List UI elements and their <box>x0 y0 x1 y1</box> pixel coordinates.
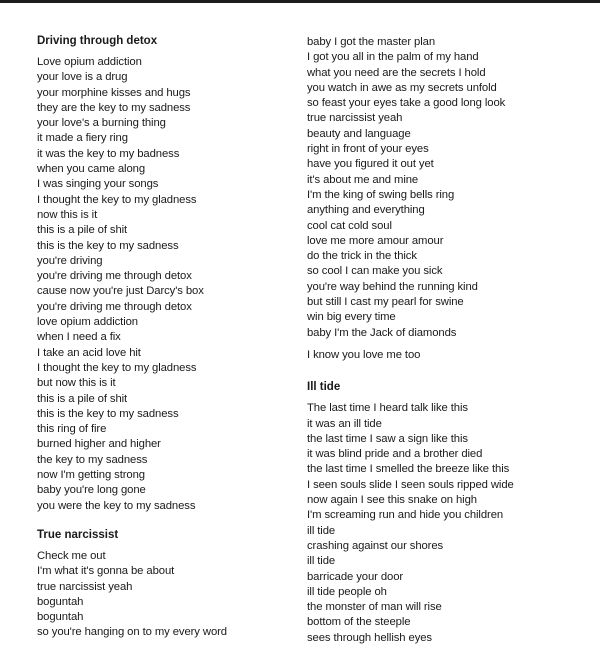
lyric-line: baby you're long gone <box>37 484 146 497</box>
left-column <box>37 34 295 641</box>
lyric-line: the last time I smelled the breeze like this <box>307 463 510 476</box>
lyric-line: anything and everything <box>307 204 425 217</box>
song-title: Ill tide <box>307 381 341 394</box>
song-ill-tide <box>307 380 597 646</box>
lyric-line: right in front of your eyes <box>307 143 429 156</box>
lyric-line: I thought the key to my gladness <box>37 361 197 374</box>
lyric-line: sees through hellish eyes <box>307 631 432 644</box>
lyric-line: the monster of man will rise <box>307 601 442 614</box>
lyric-line: true narcissist yeah <box>307 112 403 125</box>
lyric-line: it was the key to my badness <box>37 147 180 160</box>
lyric-line: you're driving me through detox <box>37 300 192 313</box>
lyric-line: so feast your eyes take a good long look <box>307 97 506 110</box>
lyric-line: your love is a drug <box>37 71 128 84</box>
lyric-line: burned higher and higher <box>37 438 161 451</box>
lyrics-block <box>307 401 597 646</box>
lyric-line: the last time I saw a sign like this <box>307 432 468 445</box>
lyric-line: your morphine kisses and hugs <box>37 86 191 99</box>
lyric-line: bottom of the steeple <box>307 616 411 629</box>
lyric-line: The last time I heard talk like this <box>307 402 468 415</box>
lyric-line: the key to my sadness <box>37 453 148 466</box>
lyric-line: this ring of fire <box>37 423 107 436</box>
lyric-line: I'm the king of swing bells ring <box>307 188 455 201</box>
lyric-line: I'm screaming run and hide you children <box>307 509 504 522</box>
song-driving-through-detox <box>37 34 295 514</box>
lyric-line: it made a fiery ring <box>37 132 128 145</box>
lyric-line: so you're hanging on to my every word <box>37 626 227 639</box>
lyric-line: they are the key to my sadness <box>37 101 191 114</box>
lyric-line: it was blind pride and a brother died <box>307 448 483 461</box>
lyrics-block <box>307 348 597 363</box>
lyric-line: I'm what it's gonna be about <box>37 565 175 578</box>
lyric-line: Check me out <box>37 549 106 562</box>
lyric-line: ill tide <box>307 524 336 537</box>
lyric-line: crashing against our shores <box>307 539 444 552</box>
lyric-line: win big every time <box>307 311 396 324</box>
lyric-line: now again I see this snake on high <box>307 494 477 507</box>
lyric-line: I thought the key to my gladness <box>37 193 197 206</box>
lyric-line: love me more amour amour <box>307 234 444 247</box>
lyric-line: ill tide people oh <box>307 585 387 598</box>
lyric-line: it's about me and mine <box>307 173 419 186</box>
lyric-line: ill tide <box>307 555 336 568</box>
lyric-line: you're driving <box>37 254 103 267</box>
lyric-line: cause now you're just Darcy's box <box>37 285 204 298</box>
stanza-gap <box>307 341 597 348</box>
lyric-line: when I need a fix <box>37 331 121 344</box>
lyric-line: Love opium addiction <box>37 56 142 68</box>
song-true-narcissist <box>37 528 295 641</box>
lyric-line: baby I got the master plan <box>307 36 436 48</box>
lyric-line: I take an acid love hit <box>37 346 141 359</box>
lyric-line: so cool I can make you sick <box>307 265 443 278</box>
lyric-line: I know you love me too <box>307 348 421 361</box>
song-title: Driving through detox <box>37 35 158 47</box>
lyric-line: I got you all in the palm of my hand <box>307 51 479 64</box>
lyric-line: when you came along <box>37 163 146 176</box>
lyric-line: but still I cast my pearl for swine <box>307 296 464 309</box>
lyric-line: your love's a burning thing <box>37 117 166 130</box>
lyric-line: I was singing your songs <box>37 178 159 191</box>
lyric-line: this is a pile of shit <box>37 392 128 405</box>
lyric-line: cool cat cold soul <box>307 219 392 232</box>
lyric-line: barricade your door <box>307 570 404 583</box>
lyric-line: this is the key to my sadness <box>37 239 179 252</box>
song-title: True narcissist <box>37 528 119 541</box>
lyric-line: now I'm getting strong <box>37 469 145 482</box>
lyric-line: this is a pile of shit <box>37 224 128 237</box>
lyric-line: you're way behind the running kind <box>307 280 478 293</box>
lyric-line: beauty and language <box>307 127 411 140</box>
lyric-line: it was an ill tide <box>307 417 382 430</box>
lyric-line: you're driving me through detox <box>37 270 192 283</box>
lyric-line: you watch in awe as my secrets unfold <box>307 81 497 94</box>
right-column <box>307 35 597 646</box>
lyric-line: boguntah <box>37 611 84 624</box>
lyric-line: you were the key to my sadness <box>37 499 196 512</box>
lyrics-block <box>307 35 597 341</box>
lyric-line: boguntah <box>37 595 84 608</box>
lyric-line: now this is it <box>37 208 98 221</box>
lyric-line: have you figured it out yet <box>307 158 434 171</box>
lyrics-block <box>37 55 295 514</box>
lyric-line: love opium addiction <box>37 316 138 329</box>
lyric-line: this is the key to my sadness <box>37 407 179 420</box>
top-border-rule <box>0 0 600 3</box>
lyric-line: true narcissist yeah <box>37 580 133 593</box>
lyric-line: what you need are the secrets I hold <box>307 66 486 79</box>
lyrics-block <box>37 549 295 641</box>
lyric-line: baby I'm the Jack of diamonds <box>307 326 457 339</box>
lyric-line: but now this is it <box>37 377 116 390</box>
song-true-narcissist-continued <box>307 35 597 363</box>
lyric-line: do the trick in the thick <box>307 250 417 263</box>
lyric-line: I seen souls slide I seen souls ripped wide <box>307 478 514 491</box>
